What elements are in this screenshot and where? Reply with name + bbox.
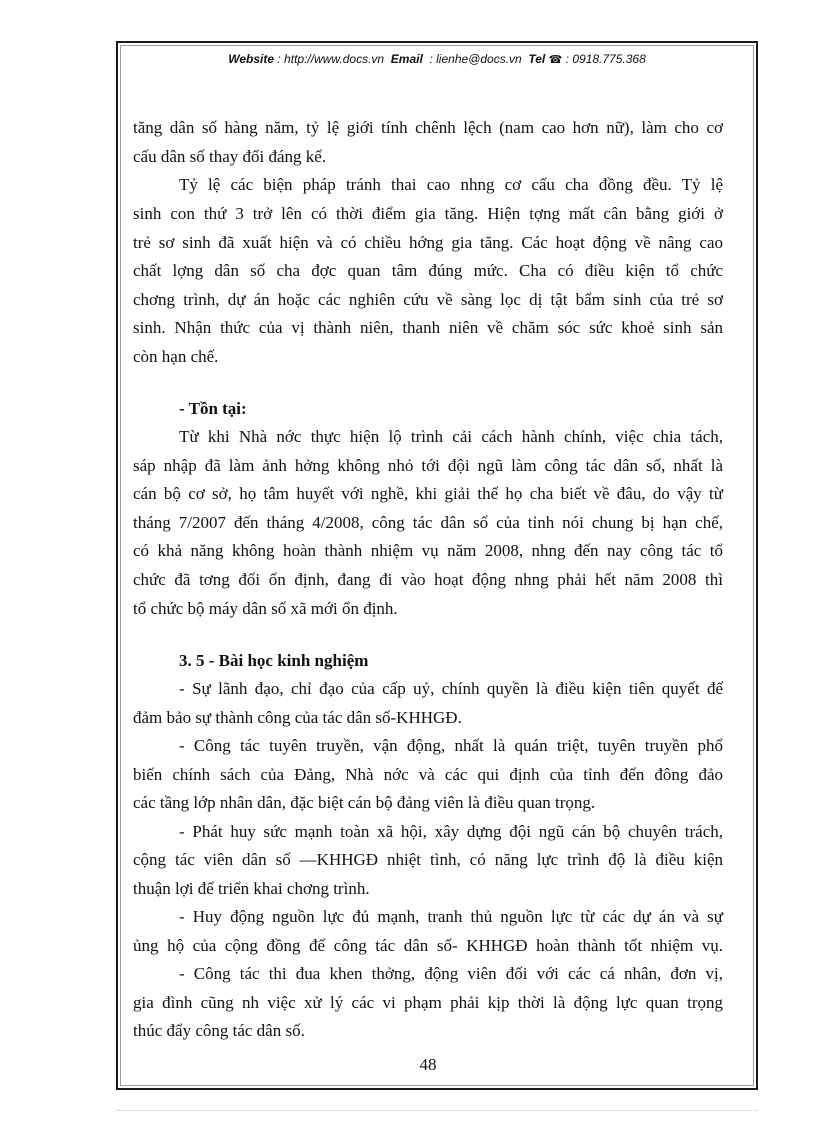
body-line: thuận lợi để triển khai chơng trình.: [133, 879, 370, 898]
body-line: gia đình cũng nh việc xử lý các vi phạm phải kịp thời là động lực quan trọng: [133, 993, 723, 1012]
page-border: [116, 41, 758, 1090]
body-line: - Sự lãnh đạo, chỉ đạo của cấp uỷ, chính quyền là điều kiện tiên quyết để: [179, 679, 723, 698]
website-link[interactable]: : http://www.docs.vn: [277, 52, 385, 66]
email-link[interactable]: : lienhe@docs.vn: [429, 52, 522, 66]
section-heading-bai-hoc: 3. 5 - Bài học kinh nghiệm: [179, 651, 369, 670]
body-line: Tỷ lệ các biện pháp tránh thai cao nhng cơ cấu cha đồng đều. Tỷ lệ: [179, 175, 723, 194]
body-line: cộng tác viên dân số —KHHGĐ nhiệt tình, có năng lực trình độ là điều kiện: [133, 850, 723, 869]
phone-icon: ☎: [548, 54, 563, 66]
body-line: sinh. Nhận thức của vị thành niên, thanh niên về chăm sóc sức khoẻ sinh sản: [133, 318, 723, 337]
body-line: chơng trình, dự án hoặc các nghiên cứu về sàng lọc dị tật bẩm sinh của trẻ sơ: [133, 290, 723, 309]
body-line: đảm bảo sự thành công của tác dân số-KHHGĐ.: [133, 708, 462, 727]
body-line: tháng 7/2007 đến tháng 4/2008, công tác dân số của tỉnh nói chung bị hạn chế,: [133, 513, 723, 532]
body-line: tăng dân số hàng năm, tỷ lệ giới tính chênh lệch (nam cao hơn nữ), làm cho cơ: [133, 118, 723, 137]
body-line: ủng hộ của cộng đồng để công tác dân số- KHHGĐ hoàn thành tốt nhiệm vụ.: [133, 936, 723, 955]
body-line: sáp nhập đã làm ảnh hởng không nhỏ tới đội ngũ làm công tác dân số, nhất là: [133, 456, 723, 475]
body-line: cấu dân số thay đổi đáng kể.: [133, 147, 327, 166]
page-number: 48: [419, 1055, 437, 1074]
email-label: Email: [390, 52, 423, 66]
footer-divider: [116, 1110, 758, 1111]
body-line: cán bộ cơ sở, họ tâm huyết với nghề, khi giải thể họ cha biết về đâu, do vậy từ: [133, 484, 723, 503]
body-line: - Công tác thi đua khen thởng, động viên đối với các cá nhân, đơn vị,: [179, 964, 723, 983]
page-header: [120, 52, 754, 66]
body-line: - Huy động nguồn lực đủ mạnh, tranh thủ nguồn lực từ các dự án và sự: [179, 907, 723, 926]
body-line: thúc đẩy công tác dân số.: [133, 1021, 305, 1040]
body-line: Từ khi Nhà nớc thực hiện lộ trình cải cách hành chính, việc chia tách,: [179, 427, 723, 446]
body-line: - Phát huy sức mạnh toàn xã hội, xây dựng đội ngũ cán bộ chuyên trách,: [179, 822, 723, 841]
tel-value: : 0918.775.368: [565, 52, 646, 66]
body-line: tổ chức bộ máy dân số xã mới ổn định.: [133, 599, 398, 618]
website-label: Website: [228, 52, 275, 66]
body-line: biến chính sách của Đảng, Nhà nớc và các qui định của tỉnh đến đông đảo: [133, 765, 723, 784]
section-heading-ton-tai: - Tồn tại:: [179, 399, 247, 418]
body-line: chức đã tơng đối ổn định, đang đi vào hoạt động nhng phải hết năm 2008 thì: [133, 570, 723, 589]
body-line: chất lợng dân số cha đợc quan tâm đúng mức. Cha có điều kiện tổ chức: [133, 261, 723, 280]
tel-label: Tel: [528, 52, 546, 66]
body-line: trẻ sơ sinh đã xuất hiện và có chiều hớng gia tăng. Các hoạt động về nâng cao: [133, 233, 723, 252]
body-line: - Công tác tuyên truyền, vận động, nhất là quán triệt, tuyên truyền phổ: [179, 736, 723, 755]
body-line: sinh con thứ 3 trở lên có thời điểm gia tăng. Hiện tợng mất cân bằng giới ở: [133, 204, 723, 223]
body-line: các tầng lớp nhân dân, đặc biệt cán bộ đảng viên là điều quan trọng.: [133, 793, 596, 812]
body-line: có khả năng không hoàn thành nhiệm vụ năm 2008, nhng đến nay công tác tổ: [133, 541, 723, 560]
body-line: còn hạn chế.: [133, 347, 219, 366]
